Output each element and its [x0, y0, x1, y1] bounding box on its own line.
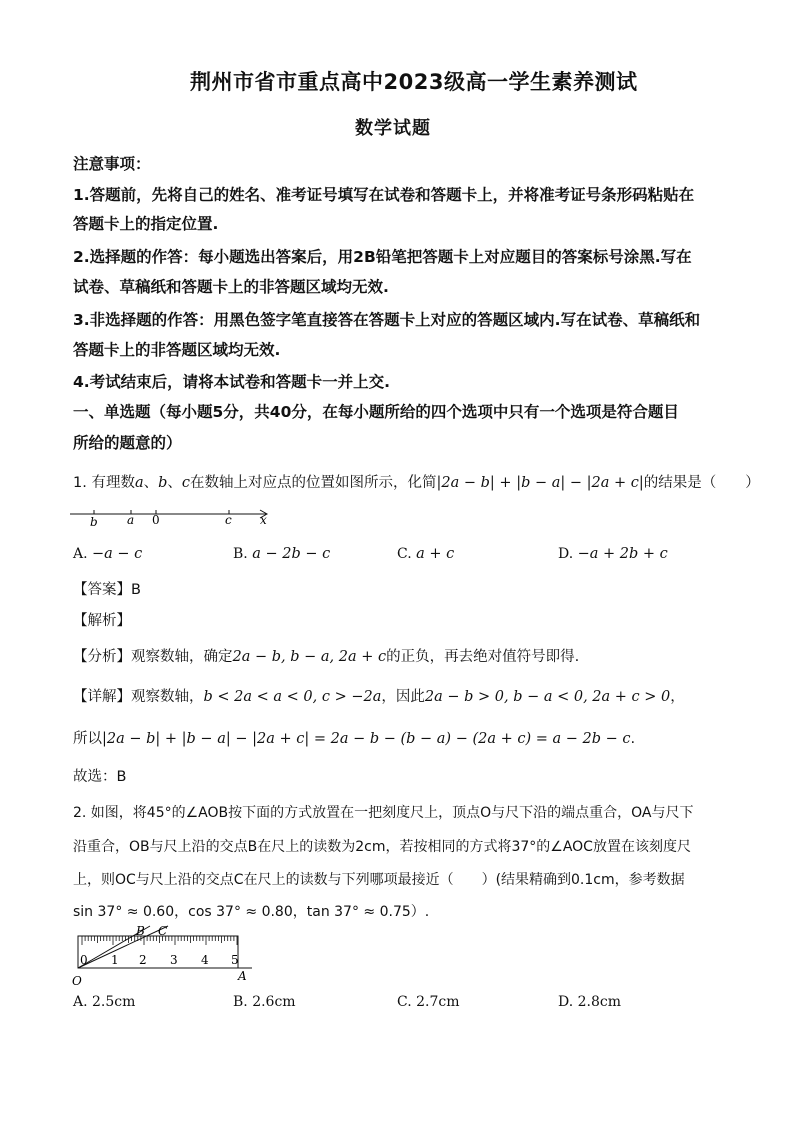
q2-option-c — [397, 994, 460, 1010]
option-text: −a + 2b + c — [577, 546, 668, 562]
q1-option-a — [73, 546, 142, 562]
option-letter: B. — [233, 546, 248, 562]
q1-option-c — [397, 546, 454, 562]
option-text: 2.7cm — [416, 994, 460, 1010]
option-letter: A. — [73, 546, 88, 562]
notice-heading: 注意事项： — [73, 155, 151, 173]
label-c: C — [158, 924, 168, 938]
option-letter: A. — [73, 994, 88, 1010]
axis-label-zero: 0 — [152, 513, 160, 527]
q1-var-b: b — [158, 475, 168, 491]
label-b: B — [136, 924, 145, 938]
axis-label-c: c — [225, 513, 232, 527]
q1-fenxi — [73, 645, 579, 666]
q2-stem-line: 2. 如图，将45°的∠AOB按下面的方式放置在一把刻度尺上，顶点O与尺下沿的端点重合，OA与尺下 — [73, 805, 694, 821]
option-text: 2.5cm — [92, 994, 136, 1010]
ruler-number: 2 — [139, 953, 147, 967]
page-title: 荆州市省市重点高中2023级高一学生素养测试 — [190, 70, 638, 94]
suoyi-expression: |2a − b| + |b − a| − |2a + c| = 2a − b − (b − a) − (2a + c) = a − 2b − c — [102, 731, 631, 747]
q1-sep: 、 — [143, 475, 159, 491]
q1-choice: 故选：B — [73, 769, 127, 785]
section-heading: 一、单选题（每小题5分，共40分，在每小题所给的四个选项中只有一个选项是符合题目 — [73, 403, 679, 421]
q1-var-a: a — [134, 475, 144, 491]
notice-line: 答题卡上的非答题区域均无效. — [73, 341, 281, 359]
notice-line: 3.非选择题的作答：用黑色签字笔直接答在答题卡上对应的答题区域内.写在试卷、草稿纸和 — [73, 311, 701, 329]
notice-line: 4.考试结束后，请将本试卷和答题卡一并上交. — [73, 373, 391, 391]
xiangjie-prefix: 【详解】观察数轴， — [73, 689, 204, 705]
ruler-figure — [72, 922, 262, 990]
fenxi-suffix: 的正负，再去绝对值符号即得. — [386, 649, 580, 665]
section-heading-cont: 所给的题意的） — [73, 434, 182, 452]
axis-label-b: b — [90, 515, 98, 529]
option-letter: D. — [558, 994, 574, 1010]
q1-sep: 、 — [167, 475, 182, 491]
label-o: O — [72, 974, 82, 988]
option-letter: D. — [558, 546, 574, 562]
q1-xiangjie — [73, 685, 685, 706]
q1-stem — [73, 471, 760, 492]
page-subtitle: 数学试题 — [355, 118, 431, 139]
option-letter: C. — [397, 546, 412, 562]
option-letter: B. — [233, 994, 248, 1010]
q2-option-b — [233, 994, 296, 1010]
option-text: a − 2b − c — [252, 546, 331, 562]
option-text: −a − c — [92, 546, 143, 562]
q1-stem-suffix: 的结果是（ ） — [643, 475, 760, 491]
q1-analysis-label: 【解析】 — [73, 613, 131, 629]
xiangjie-suffix: ， — [670, 689, 685, 705]
q2-option-d — [558, 994, 621, 1010]
q2-stem-line: 沿重合，OB与尺上沿的交点B在尺上的读数为2cm，若按相同的方式将37°的∠AOC放置在该刻度尺 — [73, 839, 691, 855]
xiangjie-mid: ，因此 — [381, 689, 425, 705]
q1-suoyi — [73, 727, 635, 748]
q1-var-c: c — [181, 475, 191, 491]
ruler-number: 5 — [231, 953, 239, 967]
label-a: A — [238, 969, 247, 983]
ruler-number: 1 — [111, 953, 119, 967]
ruler-number: 0 — [80, 953, 88, 967]
notice-line: 试卷、草稿纸和答题卡上的非答题区域均无效. — [73, 278, 389, 296]
notice-line: 2.选择题的作答：每小题选出答案后，用2B铅笔把答题卡上对应题目的答案标号涂黑.写在 — [73, 248, 692, 266]
option-text: 2.6cm — [252, 994, 296, 1010]
q1-stem-mid: 在数轴上对应点的位置如图所示，化简 — [190, 475, 437, 491]
notice-line: 答题卡上的指定位置. — [73, 215, 219, 233]
ruler-number: 4 — [201, 953, 209, 967]
fenxi-expression: 2a − b, b − a, 2a + c — [232, 649, 387, 665]
fenxi-prefix: 【分析】观察数轴，确定 — [73, 649, 233, 665]
option-text: a + c — [416, 546, 455, 562]
q1-option-d — [558, 546, 668, 562]
ruler-number: 3 — [170, 953, 178, 967]
number-line-figure — [70, 500, 280, 530]
axis-label-a: a — [127, 513, 135, 527]
axis-label-x: x — [260, 513, 267, 527]
option-text: 2.8cm — [577, 994, 622, 1010]
q1-expression: |2a − b| + |b − a| − |2a + c| — [436, 475, 644, 491]
q1-answer: 【答案】B — [73, 582, 141, 598]
suoyi-prefix: 所以 — [73, 731, 102, 747]
notice-line: 1.答题前，先将自己的姓名、准考证号填写在试卷和答题卡上，并将准考证号条形码粘贴在 — [73, 186, 695, 204]
option-letter: C. — [397, 994, 412, 1010]
suoyi-suffix: . — [630, 731, 636, 747]
q2-stem-line: sin 37° ≈ 0.60，cos 37° ≈ 0.80，tan 37° ≈ 0.75）. — [73, 904, 430, 920]
xiangjie-expression-1: b < 2a < a < 0, c > −2a — [203, 689, 382, 705]
xiangjie-expression-2: 2a − b > 0, b − a < 0, 2a + c > 0 — [424, 689, 671, 705]
q2-stem-line: 上，则OC与尺上沿的交点C在尺上的读数与下列哪项最接近（ ）(结果精确到0.1cm，参考数据 — [73, 872, 685, 888]
q1-option-b — [233, 546, 330, 562]
q1-stem-prefix: 1. 有理数 — [73, 475, 135, 491]
q2-option-a — [73, 994, 135, 1010]
